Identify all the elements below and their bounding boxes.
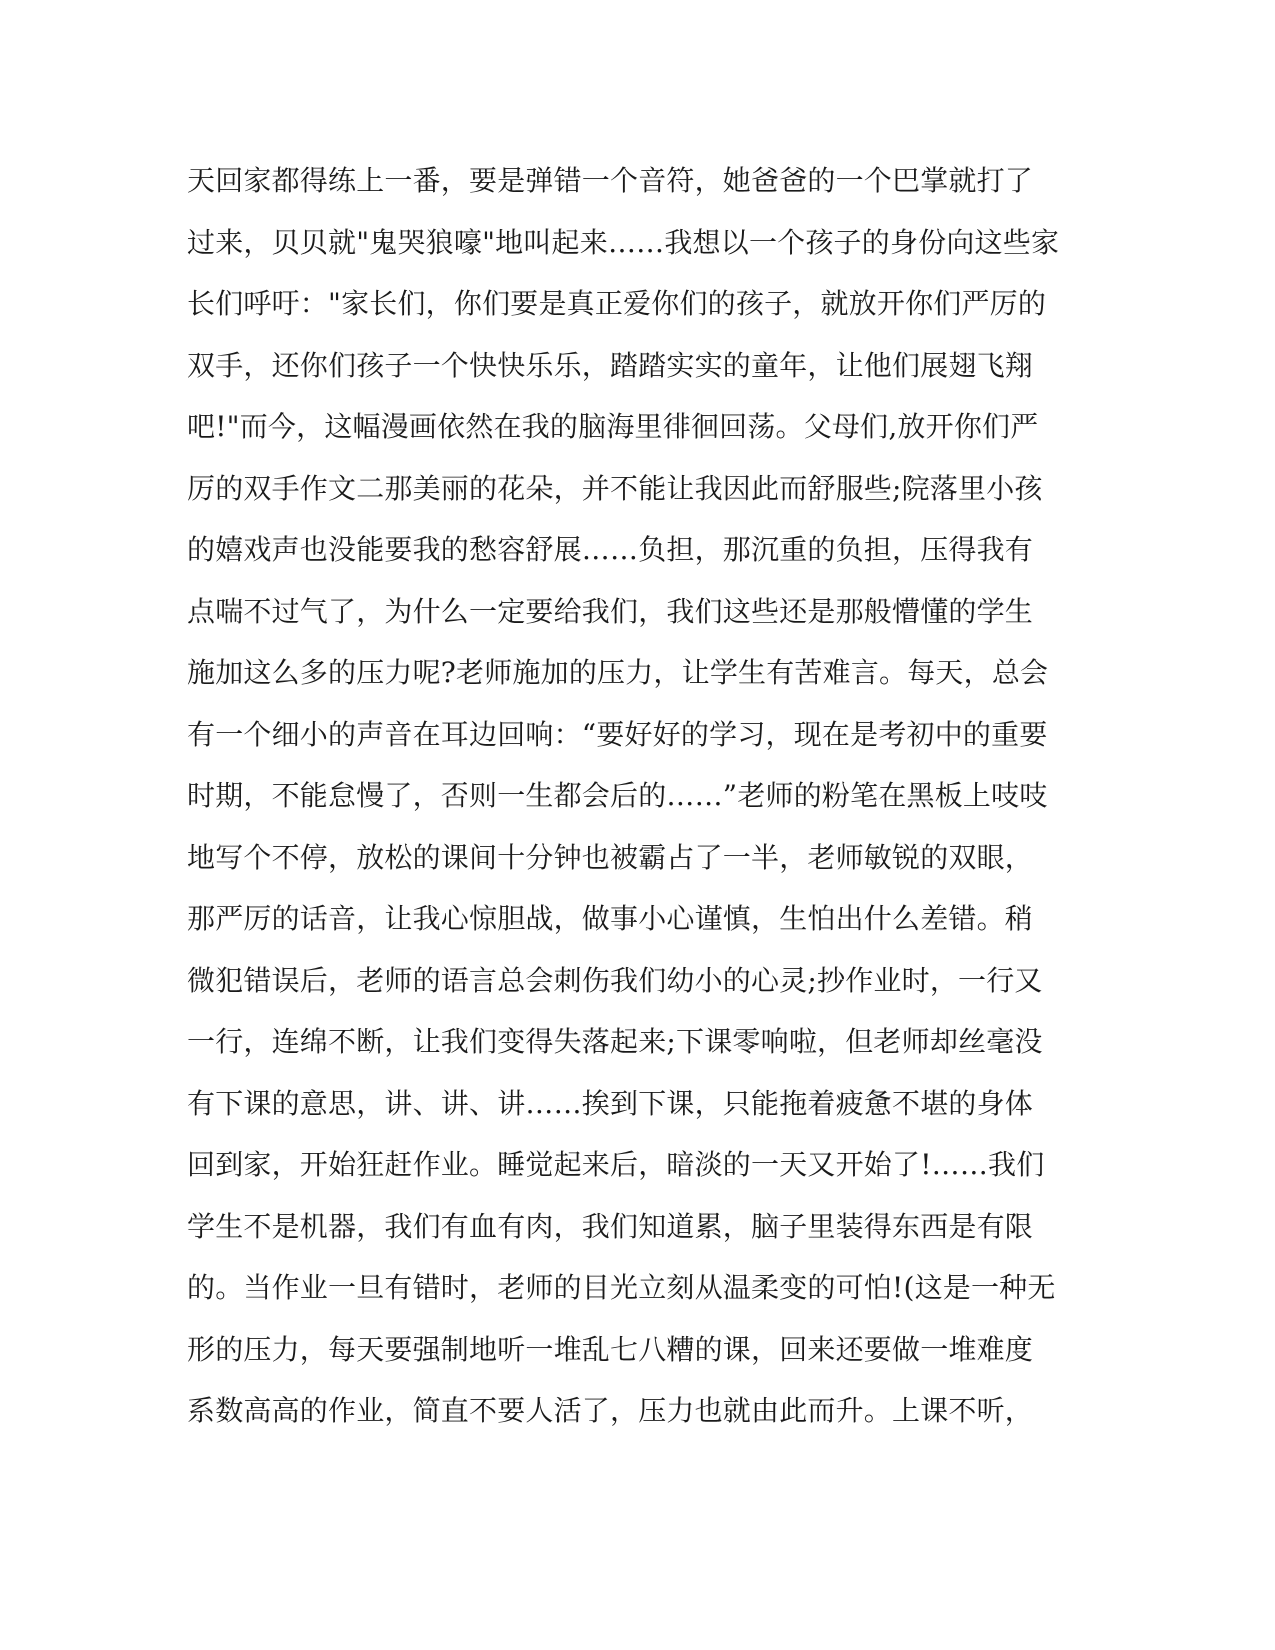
text-line: 学生不是机器，我们有血有肉，我们知道累，脑子里装得东西是有限 (187, 1209, 1034, 1243)
text-line: 的嬉戏声也没能要我的愁容舒展……负担，那沉重的负担，压得我有 (187, 533, 1034, 566)
text-line: 有下课的意思，讲、讲、讲……挨到下课，只能拖着疲惫不堪的身体 (187, 1086, 1034, 1120)
body-text (187, 162, 1087, 1454)
text-line: 地写个不停，放松的课间十分钟也被霸占了一半，老师敏锐的双眼， (187, 840, 1034, 874)
text-line: 系数高高的作业，简直不要人活了，压力也就由此而升。上课不听， (187, 1394, 1034, 1427)
text-line: 过来，贝贝就"鬼哭狼嚎"地叫起来……我想以一个孩子的身份向这些家 (187, 225, 1060, 259)
text-line: 形的压力，每天要强制地听一堆乱七八糟的课，回来还要做一堆难度 (187, 1332, 1034, 1366)
text-line: 双手，还你们孩子一个快快乐乐，踏踏实实的童年，让他们展翅飞翔 (187, 348, 1034, 382)
text-line: 天回家都得练上一番，要是弹错一个音符，她爸爸的一个巴掌就打了 (187, 164, 1034, 197)
text-line: 一行，连绵不断，让我们变得失落起来;下课零响啦，但老师却丝毫没 (187, 1025, 1043, 1058)
text-line: 回到家，开始狂赶作业。睡觉起来后，暗淡的一天又开始了!……我们 (187, 1148, 1045, 1181)
text-line: 的。当作业一旦有错时，老师的目光立刻从温柔变的可怕!(这是一种无 (187, 1271, 1056, 1304)
text-line: 有一个细小的声音在耳边回响：“要好好的学习，现在是考初中的重要 (187, 717, 1048, 751)
text-line: 点喘不过气了，为什么一定要给我们，我们这些还是那般懵懂的学生 (187, 594, 1034, 628)
text-line: 厉的双手作文二那美丽的花朵，并不能让我因此而舒服些;院落里小孩 (187, 471, 1043, 505)
text-line: 吧!"而今，这幅漫画依然在我的脑海里徘徊回荡。父母们,放开你们严 (187, 410, 1039, 443)
text-line: 长们呼吁："家长们，你们要是真正爱你们的孩子，就放开你们严厉的 (187, 287, 1047, 320)
text-line: 施加这么多的压力呢?老师施加的压力，让学生有苦难言。每天，总会 (187, 656, 1049, 689)
text-line: 微犯错误后，老师的语言总会刺伤我们幼小的心灵;抄作业时，一行又 (187, 963, 1043, 997)
text-line: 时期，不能怠慢了，否则一生都会后的……”老师的粉笔在黑板上吱吱 (187, 779, 1048, 812)
text-line: 那严厉的话音，让我心惊胆战，做事小心谨慎，生怕出什么差错。稍 (187, 902, 1034, 935)
